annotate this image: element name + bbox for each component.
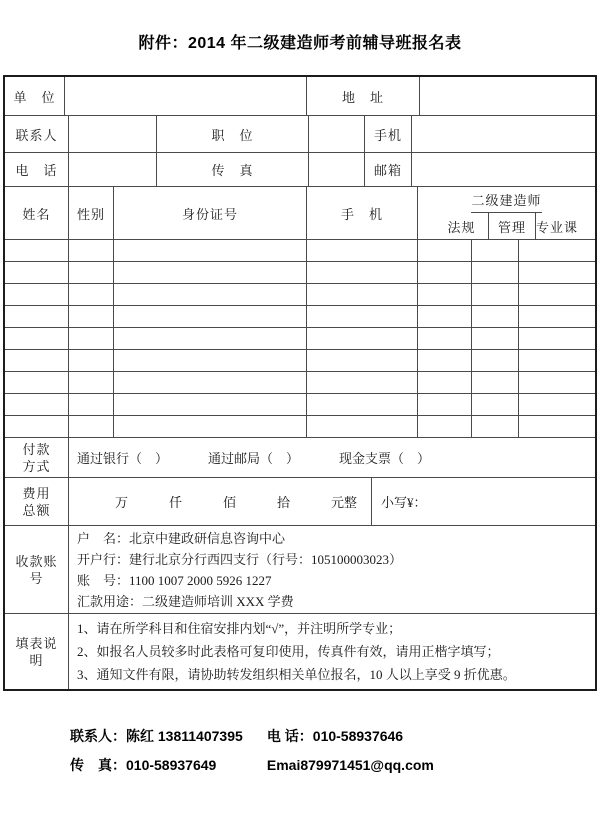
roster-empty-cell [114, 328, 307, 349]
roster-empty-cell [5, 394, 69, 415]
roster-empty-cell [114, 240, 307, 261]
roster-empty-cell [307, 350, 418, 371]
fee-label-line1: 费用 [22, 485, 51, 501]
roster-empty-cell [418, 240, 472, 261]
roster-empty-cell [519, 416, 595, 437]
fee-unit-yuan: 元整 [330, 495, 357, 510]
roster-empty-cell [69, 284, 114, 305]
fee-total-row [5, 478, 595, 526]
payment-options-cell [69, 438, 595, 477]
payment-option-post: 通过邮局（ ） [208, 451, 300, 466]
fee-total-label [5, 478, 69, 525]
roster-empty-cell [69, 240, 114, 261]
footer-line-2 [70, 751, 600, 780]
roster-empty-cell [519, 328, 595, 349]
position-label: 职 位 [157, 116, 309, 152]
page-title: 附件：2014 年二级建造师考前辅导班报名表 [138, 35, 462, 52]
roster-empty-cell [5, 306, 69, 327]
payment-label-line2: 方式 [22, 458, 51, 474]
roster-empty-cell [418, 350, 472, 371]
fee-unit-bai: 佰 [222, 495, 236, 510]
footer-contact-person: 联系人：陈红 13811407395 [70, 728, 243, 744]
payment-method-row [5, 438, 595, 478]
filling-notes-row [5, 614, 595, 689]
fee-label-line2: 总额 [22, 502, 51, 518]
roster-empty-cell [69, 394, 114, 415]
receiving-account-label [5, 526, 69, 613]
roster-empty-row [5, 372, 595, 394]
account-label-line1: 收款账 [15, 553, 58, 569]
footer-fax: 传 真：010-58937649 [70, 757, 217, 773]
footer-line-1 [70, 722, 600, 751]
receiving-account-details [69, 526, 595, 613]
note-item-2: 2、如报名人员较多时此表格可复印使用，传真件有效，请用正楷字填写； [77, 644, 500, 659]
fee-amount-units-cell [69, 478, 372, 525]
account-number: 账 号：1100 1007 2000 5926 1227 [77, 572, 272, 588]
payment-label-line1: 付款 [22, 441, 51, 457]
roster-empty-cell [307, 240, 418, 261]
roster-empty-cell [418, 394, 472, 415]
address-value-cell [420, 77, 595, 115]
roster-empty-cell [114, 262, 307, 283]
roster-empty-cell [307, 394, 418, 415]
note-item-1: 1、请在所学科目和住宿安排内划“√”，并注明所学专业； [77, 621, 402, 636]
roster-empty-cell [307, 262, 418, 283]
roster-empty-cell [307, 372, 418, 393]
roster-empty-cell [418, 416, 472, 437]
mobile-value-cell [412, 116, 595, 152]
roster-empty-cell [472, 416, 519, 437]
mobile-label: 手机 [365, 116, 412, 152]
roster-empty-cell [418, 284, 472, 305]
position-value-cell [309, 116, 365, 152]
roster-empty-cell [418, 306, 472, 327]
roster-empty-cell [114, 416, 307, 437]
account-bank-branch: 开户行：建行北京分行西四支行（行号：105100003023） [77, 551, 403, 567]
roster-empty-cell [472, 262, 519, 283]
roster-header-row [5, 187, 595, 240]
roster-empty-cell [5, 240, 69, 261]
roster-empty-cell [418, 328, 472, 349]
fee-unit-wan: 万 [115, 495, 129, 510]
roster-empty-cell [307, 306, 418, 327]
roster-empty-row [5, 394, 595, 416]
email-value-cell [412, 153, 595, 186]
row-contact [5, 116, 595, 153]
note-item-3: 3、通知文件有限，请协助转发组织相关单位报名，10 人以上享受 9 折优惠。 [77, 667, 516, 682]
subject-zhuanyeke-header: 专业课 [535, 219, 578, 235]
unit-value-cell [65, 77, 307, 115]
exam-group-header: 二级建造师 [471, 187, 541, 213]
name-column-header: 姓名 [5, 187, 69, 239]
roster-empty-row [5, 416, 595, 438]
email-label: 邮箱 [365, 153, 412, 186]
payment-method-label [5, 438, 69, 477]
fee-small-amount-cell: 小写¥： [381, 495, 427, 510]
roster-empty-cell [418, 372, 472, 393]
exam-subjects-row [435, 213, 578, 239]
roster-empty-cell [519, 372, 595, 393]
fax-label: 传 真 [157, 153, 309, 186]
roster-empty-row [5, 306, 595, 328]
roster-empty-cell [519, 350, 595, 371]
roster-empty-cell [114, 306, 307, 327]
roster-empty-cell [307, 284, 418, 305]
roster-empty-cell [472, 240, 519, 261]
roster-empty-cell [307, 416, 418, 437]
account-label-line2: 号 [29, 570, 44, 586]
roster-empty-cell [5, 328, 69, 349]
roster-empty-cell [519, 394, 595, 415]
roster-empty-cell [114, 394, 307, 415]
roster-empty-cell [519, 284, 595, 305]
row-unit-address [5, 77, 595, 116]
roster-empty-row [5, 350, 595, 372]
roster-empty-cell [69, 350, 114, 371]
roster-empty-cell [418, 262, 472, 283]
roster-empty-cell [519, 306, 595, 327]
filling-notes-label [5, 614, 69, 689]
roster-empty-cell [69, 306, 114, 327]
address-label: 地 址 [307, 77, 420, 115]
roster-empty-cell [5, 284, 69, 305]
contact-value-cell [69, 116, 157, 152]
roster-empty-cell [307, 328, 418, 349]
subject-guanli-header: 管理 [489, 213, 536, 239]
exam-subjects-header-block [418, 187, 595, 239]
roster-empty-cell [114, 350, 307, 371]
roster-empty-cell [472, 372, 519, 393]
gender-column-header: 性别 [69, 187, 114, 239]
receiving-account-row [5, 526, 595, 614]
account-holder-name: 户 名：北京中建政研信息咨询中心 [77, 530, 286, 546]
phone-label: 电 话 [5, 153, 69, 186]
roster-empty-row [5, 284, 595, 306]
roster-empty-cell [5, 372, 69, 393]
filling-notes-content [69, 614, 595, 689]
roster-empty-cell [472, 284, 519, 305]
unit-label: 单 位 [5, 77, 65, 115]
footer-contact [0, 722, 600, 780]
roster-empty-cell [69, 416, 114, 437]
roster-empty-row [5, 240, 595, 262]
roster-empty-cell [472, 328, 519, 349]
registration-form-table [3, 75, 597, 691]
fee-unit-shi: 拾 [276, 495, 290, 510]
roster-empty-cell [519, 240, 595, 261]
notes-label-line1: 填表说 [15, 635, 58, 651]
fee-unit-qian: 仟 [168, 495, 182, 510]
roster-empty-row [5, 262, 595, 284]
payment-option-bank: 通过银行（ ） [77, 451, 169, 466]
phone-value-cell [69, 153, 157, 186]
footer-phone: 电 话：010-58937646 [266, 728, 404, 744]
roster-empty-row [5, 328, 595, 350]
roster-empty-cell [472, 306, 519, 327]
account-remittance-purpose: 汇款用途：二级建造师培训 XXX 学费 [77, 593, 294, 609]
footer-email: Emai879971451@qq.com [266, 757, 434, 773]
roster-empty-cell [472, 350, 519, 371]
notes-label-line2: 明 [29, 652, 44, 668]
mobile-column-header: 手 机 [307, 187, 418, 239]
payment-option-cash-check: 现金支票（ ） [339, 451, 431, 466]
id-number-column-header: 身份证号 [114, 187, 307, 239]
fax-value-cell [309, 153, 365, 186]
row-phone [5, 153, 595, 187]
roster-empty-cell [69, 372, 114, 393]
roster-empty-cell [5, 416, 69, 437]
roster-empty-cell [472, 394, 519, 415]
roster-empty-cell [114, 372, 307, 393]
roster-empty-cell [5, 350, 69, 371]
roster-empty-cell [519, 262, 595, 283]
contact-label: 联系人 [5, 116, 69, 152]
roster-empty-cell [69, 328, 114, 349]
roster-empty-rows [5, 240, 595, 438]
roster-empty-cell [114, 284, 307, 305]
roster-empty-cell [5, 262, 69, 283]
subject-fagui-header: 法规 [435, 213, 489, 239]
roster-empty-cell [69, 262, 114, 283]
